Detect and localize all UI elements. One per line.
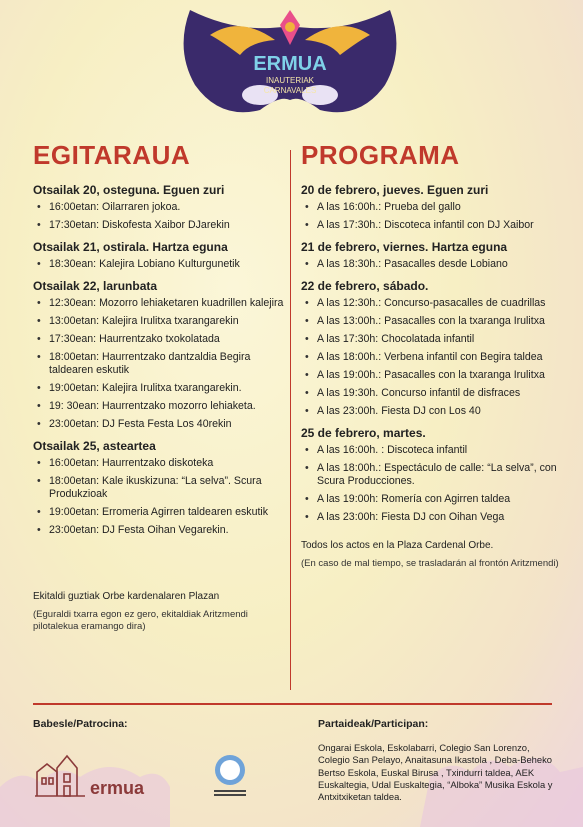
day-heading: 25 de febrero, martes. bbox=[301, 426, 426, 440]
day-heading: Otsailak 20, osteguna. Eguen zuri bbox=[33, 183, 225, 197]
event-item: • 12:30ean: Mozorro lehiaketaren kuadrillen kalejira bbox=[37, 297, 293, 310]
event-item: • 13:00etan: Kalejira Irulitxa txarangarekin bbox=[37, 315, 293, 328]
event-item: • 23:00etan: DJ Festa Festa Los 40rekin bbox=[37, 418, 293, 431]
event-item: • A las 23:00h: Fiesta DJ con Oihan Vega bbox=[305, 511, 561, 524]
event-item: • 19:00etan: Erromeria Agirren taldearen eskutik bbox=[37, 506, 293, 519]
event-item: • 18:00etan: Kale ikuskizuna: “La selva”. Scura Produkzioak bbox=[37, 475, 293, 501]
event-item: • A las 19:00h.: Pasacalles con la txaranga Irulitxa bbox=[305, 369, 561, 382]
day-heading: Otsailak 22, larunbata bbox=[33, 279, 158, 293]
event-list bbox=[301, 297, 561, 418]
event-item: • A las 18:30h.: Pasacalles desde Lobiano bbox=[305, 258, 561, 271]
spanish-note: (En caso de mal tiempo, se trasladarán al frontón Aritzmendi) bbox=[301, 558, 559, 569]
event-list bbox=[301, 444, 561, 524]
day-heading: 22 de febrero, sábado. bbox=[301, 279, 429, 293]
basque-days bbox=[33, 183, 293, 537]
day-heading: Otsailak 25, asteartea bbox=[33, 439, 156, 453]
day-heading: Otsailak 21, ostirala. Hartza eguna bbox=[33, 240, 228, 254]
event-list bbox=[33, 258, 293, 271]
event-item: • 18:30ean: Kalejira Lobiano Kulturgunetik bbox=[37, 258, 293, 271]
event-item: • A las 19:00h: Romería con Agirren taldea bbox=[305, 493, 561, 506]
mask-brand: ERMUA bbox=[253, 53, 327, 75]
institution-logo bbox=[210, 752, 250, 802]
basque-footer: Ekitaldi guztiak Orbe kardenalaren Plazan bbox=[33, 591, 220, 602]
event-item: • 18:00etan: Haurrentzako dantzaldia Begira taldearen eskutik bbox=[37, 351, 293, 377]
spanish-program-column bbox=[301, 140, 561, 570]
event-item: • A las 18:00h.: Verbena infantil con Begira taldea bbox=[305, 351, 561, 364]
event-item: • A las 16:00h.: Prueba del gallo bbox=[305, 201, 561, 214]
ermua-sponsor-logo: ermua bbox=[90, 778, 145, 798]
event-item: • 17:30etan: Diskofesta Xaibor DJarekin bbox=[37, 219, 293, 232]
event-list bbox=[33, 297, 293, 431]
event-item: • A las 12:30h.: Concurso-pasacalles de cuadrillas bbox=[305, 297, 561, 310]
event-item: • 19: 30ean: Haurrentzako mozorro lehiaketa. bbox=[37, 400, 293, 413]
event-list bbox=[33, 201, 293, 232]
mask-line1: INAUTERIAK bbox=[265, 76, 315, 85]
basque-note: (Eguraldi txarra egon ez gero, ekitaldiak Aritzmendi pilotalekua eramango dira) bbox=[33, 609, 248, 632]
spanish-title: PROGRAMA bbox=[301, 140, 460, 170]
carnival-mask-logo bbox=[170, 0, 410, 135]
town-hall-logo bbox=[33, 748, 88, 800]
event-item: • A las 13:00h.: Pasacalles con la txaranga Irulitxa bbox=[305, 315, 561, 328]
bottom-divider bbox=[33, 703, 552, 705]
event-item: • A las 23:00h. Fiesta DJ con Los 40 bbox=[305, 405, 561, 418]
day-heading: 21 de febrero, viernes. Hartza eguna bbox=[301, 240, 508, 254]
event-item: • A las 18:00h.: Espectáculo de calle: “La selva”, con Scura Producciones. bbox=[305, 462, 561, 488]
sponsors-title: Babesle/Patrocina: bbox=[33, 718, 128, 730]
event-item: • A las 16:00h. : Discoteca infantil bbox=[305, 444, 561, 457]
event-item: • 17:30ean: Haurrentzako txokolatada bbox=[37, 333, 293, 346]
event-list bbox=[301, 258, 561, 271]
day-heading: 20 de febrero, jueves. Eguen zuri bbox=[301, 183, 489, 197]
event-list bbox=[33, 457, 293, 537]
event-list bbox=[301, 201, 561, 232]
event-item: • 16:00etan: Oilarraren jokoa. bbox=[37, 201, 293, 214]
spanish-days bbox=[301, 183, 561, 524]
event-item: • 19:00etan: Kalejira Irulitxa txarangarekin. bbox=[37, 382, 293, 395]
basque-title: EGITARAUA bbox=[33, 140, 191, 170]
event-item: • 23:00etan: DJ Festa Oihan Vegarekin. bbox=[37, 524, 293, 537]
event-item: • A las 17:30h: Chocolatada infantil bbox=[305, 333, 561, 346]
participants-title: Partaideak/Participan: bbox=[318, 718, 429, 730]
event-item: • A las 17:30h.: Discoteca infantil con DJ Xaibor bbox=[305, 219, 561, 232]
spanish-footer: Todos los actos en la Plaza Cardenal Orbe. bbox=[301, 540, 494, 551]
mask-line2: CARNAVALES bbox=[263, 86, 317, 95]
event-item: • A las 19:30h. Concurso infantil de disfraces bbox=[305, 387, 561, 400]
participants-list: Ongarai Eskola, Eskolabarri, Colegio San Lorenzo, Colegio San Pelayo, Anaitasuna Ikastola , Deba-Beheko Bertso Eskola, Euskal Birusa , Txindurri taldea, AEK Euskaltegia, Udal Euskaltegia, “Alboka” Musika Eskola y Antxitxiketan taldea. bbox=[318, 742, 553, 803]
basque-program-column bbox=[33, 140, 293, 633]
event-item: • 16:00etan: Haurrentzako diskoteka bbox=[37, 457, 293, 470]
